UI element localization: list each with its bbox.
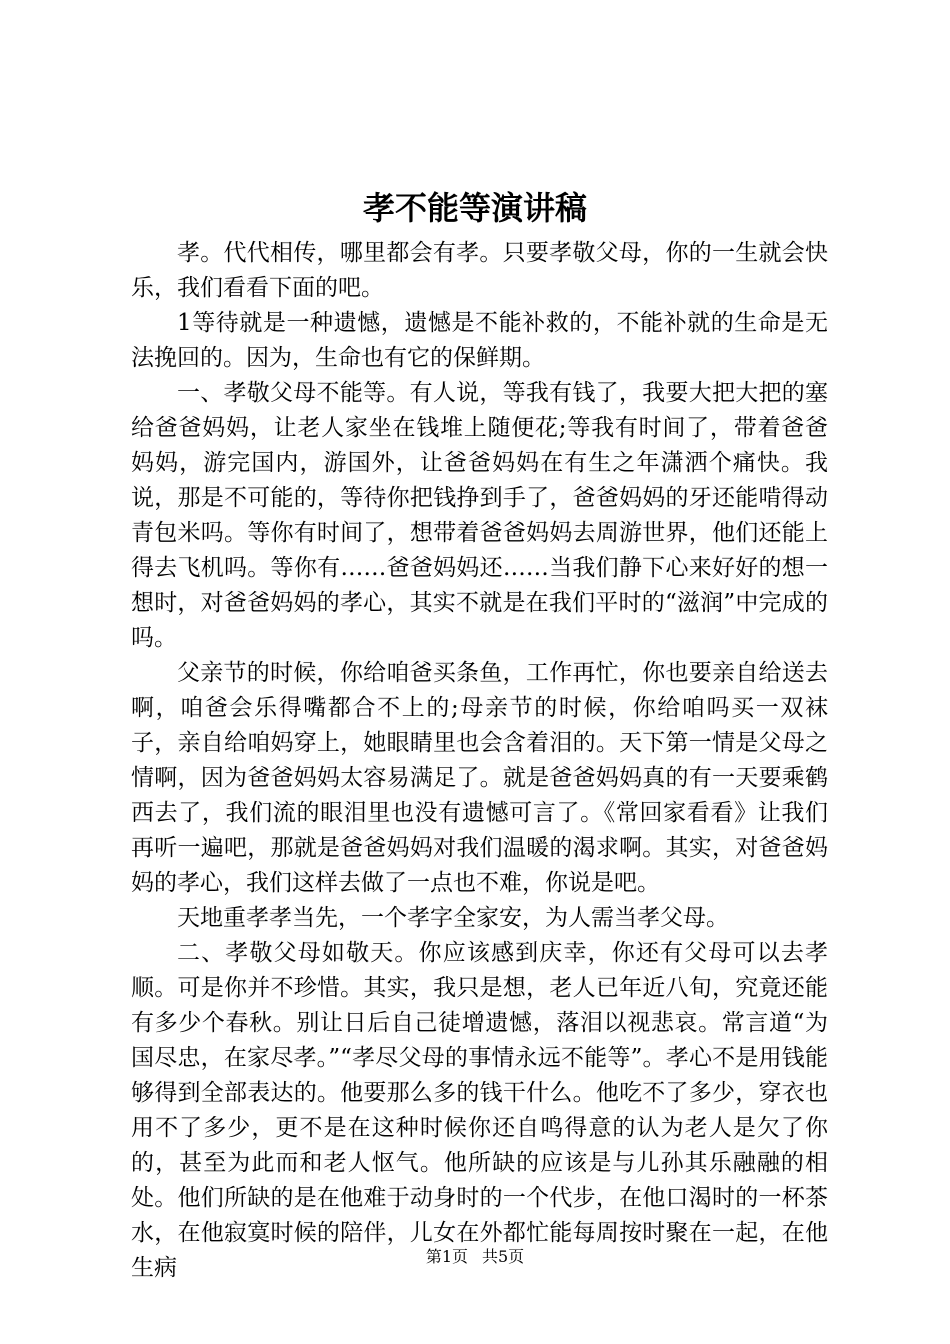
page-total: 共5页 [482, 1247, 525, 1266]
document-body [131, 236, 828, 1286]
paragraph-section-one: 一、孝敬父母不能等。有人说，等我有钱了，我要大把大把的塞给爸爸妈妈，让老人家坐在钱堆上随便花;等我有时间了，带着爸爸妈妈，游完国内，游国外，让爸爸妈妈在有生之年潇洒个痛快。我说，那是不可能的，等待你把钱挣到手了，爸爸妈妈的牙还能啃得动青包米吗。等你有时间了，想带着爸爸妈妈去周游世界，他们还能上得去飞机吗。等你有……爸爸妈妈还……当我们静下心来好好的想一想时，对爸爸妈妈的孝心，其实不就是在我们平时的“滋润”中完成的吗。 [131, 380, 828, 651]
paragraph-section-two: 二、孝敬父母如敬天。你应该感到庆幸，你还有父母可以去孝顺。可是你并不珍惜。其实，我只是想，老人已年近八旬，究竟还能有多少个春秋。别让日后自己徒增遗憾，落泪以视悲哀。常言道“为国尽忠，在家尽孝。”“孝尽父母的事情永远不能等”。孝心不是用钱能够得到全部表达的。他要那么多的钱干什么。他吃不了多少，穿衣也用不了多少，更不是在这种时候你还自鸣得意的认为老人是欠了你的，甚至为此而和老人怄气。他所缺的应该是与儿孙其乐融融的相处。他们所缺的是在他难于动身时的一个代步，在他口渴时的一杯茶水，在他寂寞时候的陪伴，儿女在外都忙能每周按时聚在一起，在他生病 [131, 940, 828, 1281]
paragraph-intro: 孝。代代相传，哪里都会有孝。只要孝敬父母，你的一生就会快乐，我们看看下面的吧。 [131, 240, 828, 301]
page-title: 孝不能等演讲稿 [362, 189, 587, 227]
paragraph-saying: 天地重孝孝当先，一个孝字全家安，为人需当孝父母。 [177, 905, 729, 931]
paragraph-waiting: 1等待就是一种遗憾，遗憾是不能补救的，不能补就的生命是无法挽回的。因为，生命也有它的保鲜期。 [131, 310, 828, 371]
page-number: 第1页 [425, 1247, 468, 1266]
page-footer [0, 1246, 950, 1268]
paragraph-fathers-day: 父亲节的时候，你给咱爸买条鱼，工作再忙，你也要亲自给送去啊，咱爸会乐得嘴都合不上的;母亲节的时候，你给咱吗买一双袜子，亲自给咱妈穿上，她眼睛里也会含着泪的。天下第一情是父母之情啊，因为爸爸妈妈太容易满足了。就是爸爸妈妈真的有一天要乘鹤西去了，我们流的眼泪里也没有遗憾可言了。《常回家看看》让我们再听一遍吧，那就是爸爸妈妈对我们温暖的渴求啊。其实，对爸爸妈妈的孝心，我们这样去做了一点也不难，你说是吧。 [131, 660, 828, 896]
